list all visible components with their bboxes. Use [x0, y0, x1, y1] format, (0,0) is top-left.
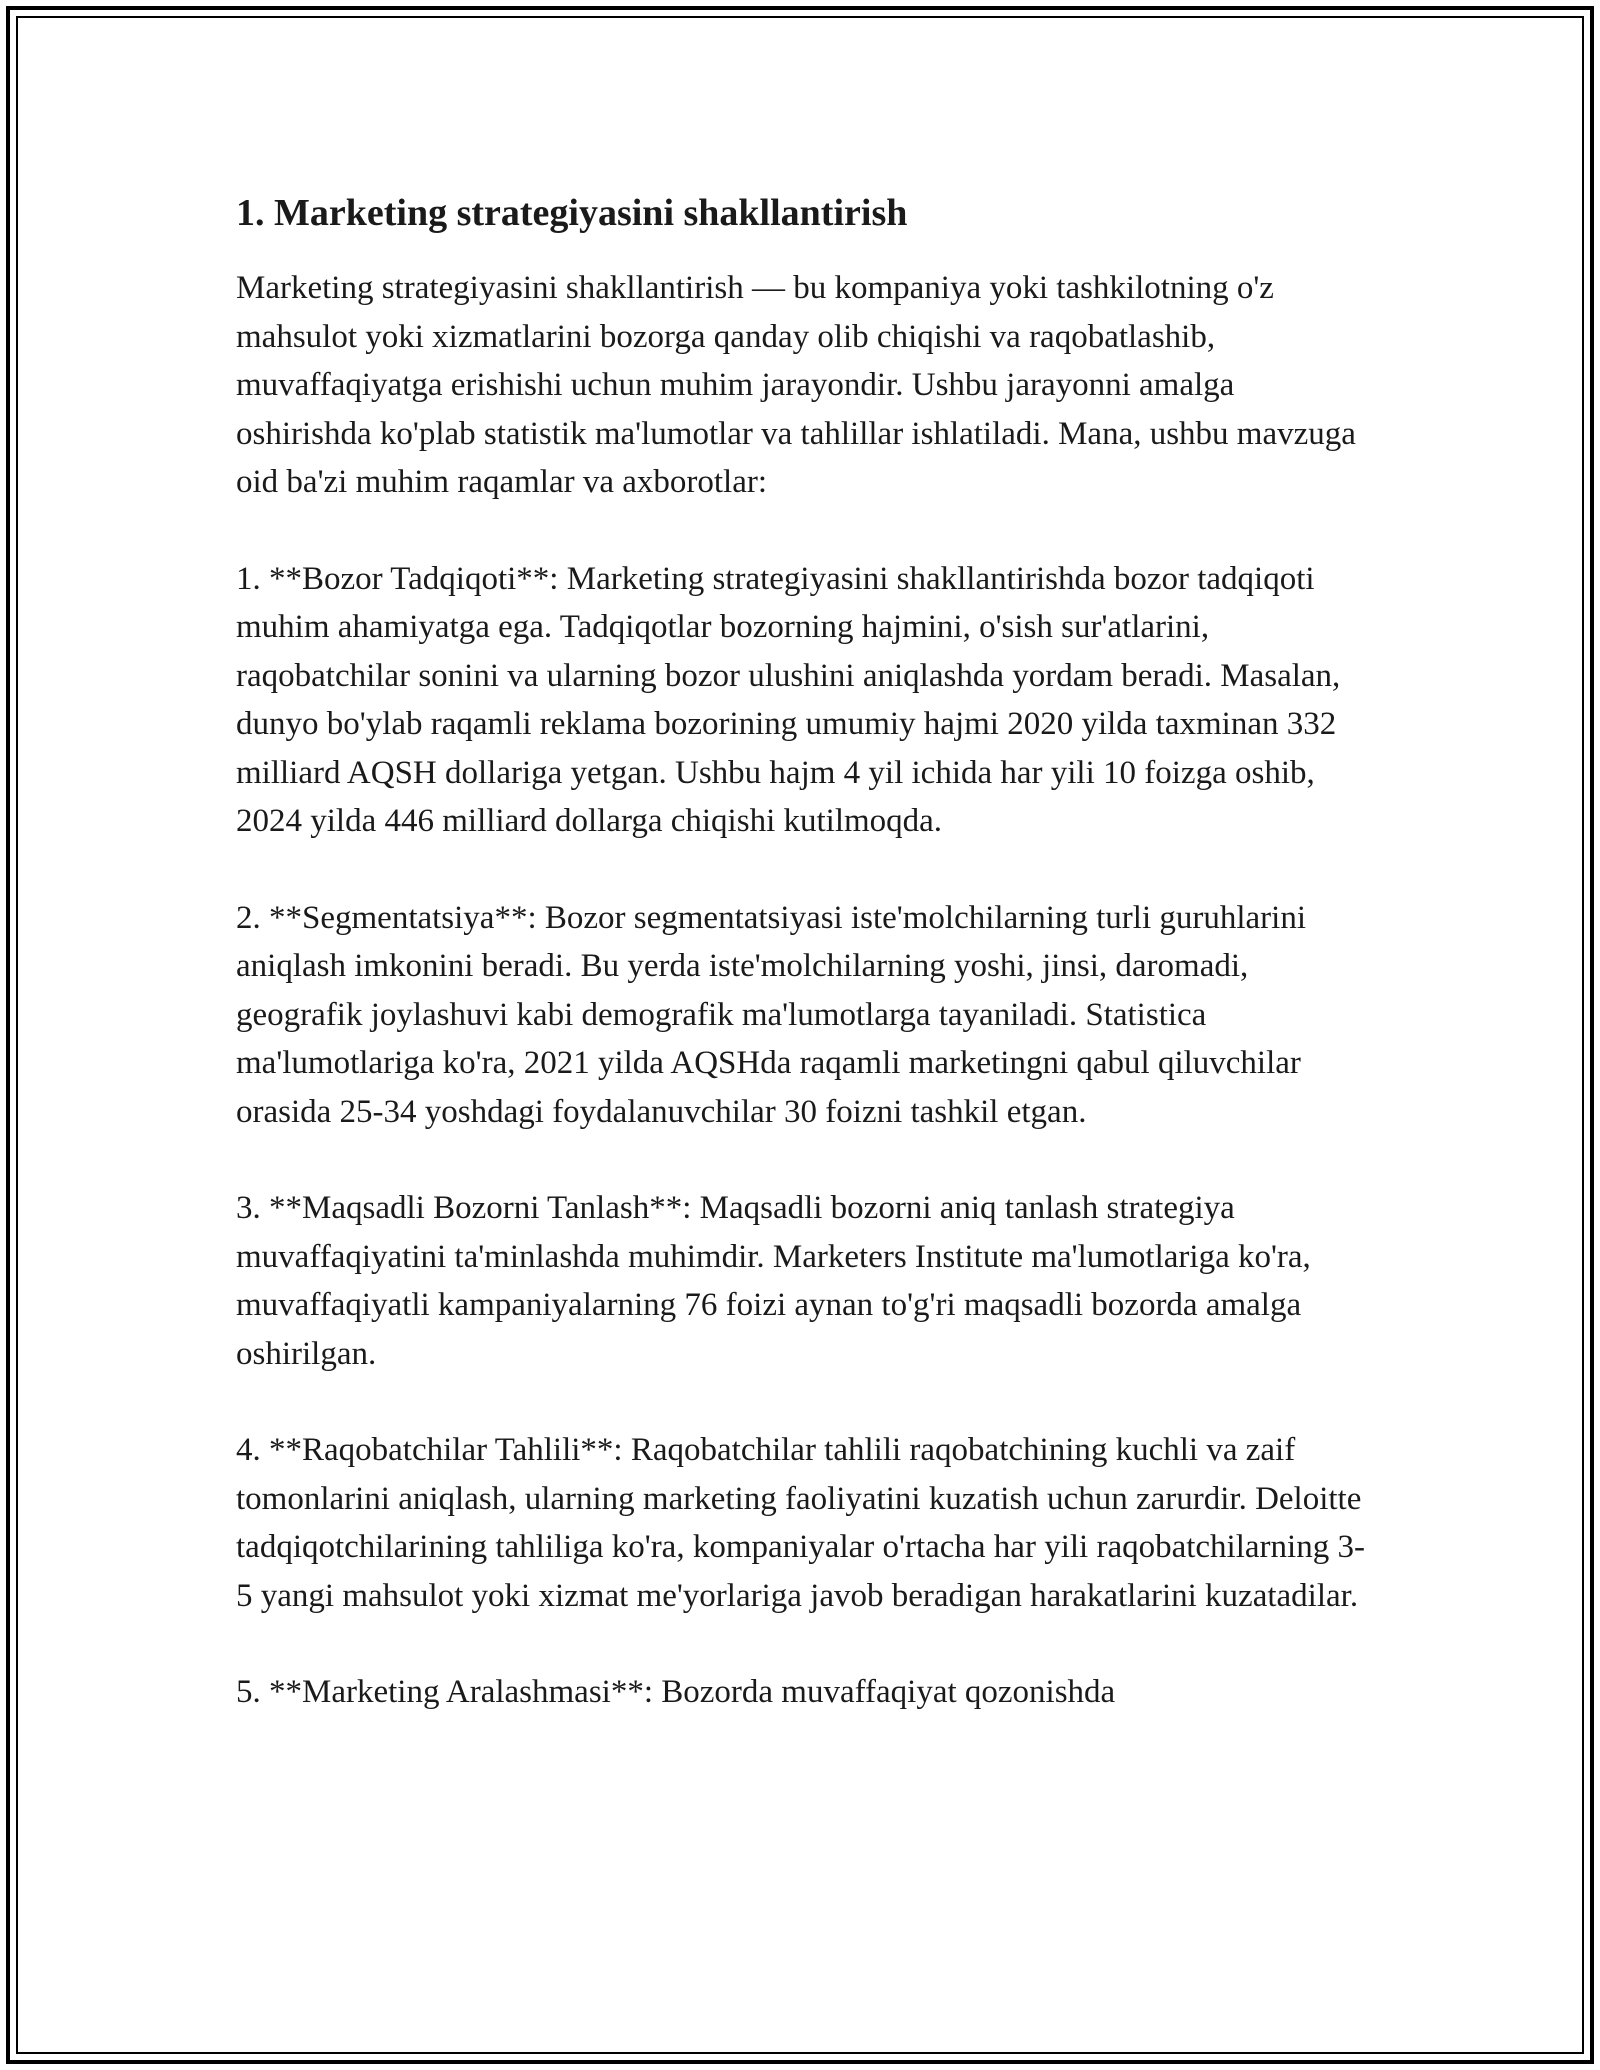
paragraph-raqobatchilar-tahlili: 4. **Raqobatchilar Tahlili**: Raqobatchilar tahlili raqobatchining kuchli va zaif tomonlarini aniqlash, ularning marketing faoliyatini kuzatish uchun zarurdir. Deloitte tadqiqotchilarining tahliliga ko'ra, kompaniyalar o'rtacha har yili raqobatchilarning 3-5 yangi mahsulot yoki xizmat me'yorlariga javob beradigan harakatlarini kuzatadilar. — [236, 1432, 1365, 1614]
document-title: 1. Marketing strategiyasini shakllantirish — [236, 192, 908, 234]
document-body — [236, 186, 1376, 1765]
paragraph-bozor-tadqiqoti: 1. **Bozor Tadqiqoti**: Marketing strategiyasini shakllantirishda bozor tadqiqoti muhim ahamiyatga ega. Tadqiqotlar bozorning hajmini, o'sish sur'atlarini, raqobatchilar sonini va ularning bozor ulushini aniqlashda yordam beradi. Masalan, dunyo bo'ylab raqamli reklama bozorining umumiy hajmi 2020 yilda taxminan 332 milliard AQSH dollariga yetgan. Ushbu hajm 4 yil ichida har yili 10 foizga oshib, 2024 yilda 446 milliard dollarga chiqishi kutilmoqda. — [236, 560, 1341, 839]
paragraph-maqsadli-bozor: 3. **Maqsadli Bozorni Tanlash**: Maqsadli bozorni aniq tanlash strategiya muvaffaqiyatini ta'minlashda muhimdir. Marketers Institute ma'lumotlariga ko'ra, muvaffaqiyatli kampaniyalarning 76 foizi aynan to'g'ri maqsadli bozorda amalga oshirilgan. — [236, 1190, 1311, 1372]
intro-paragraph: Marketing strategiyasini shakllantirish — bu kompaniya yoki tashkilotning o'z mahsulot yoki xizmatlarini bozorga qanday olib chiqishi va raqobatlashib, muvaffaqiyatga erishishi uchun muhim jarayondir. Ushbu jarayonni amalga oshirishda ko'plab statistik ma'lumotlar va tahlillar ishlatiladi. Mana, ushbu mavzuga oid ba'zi muhim raqamlar va axborotlar: — [236, 270, 1356, 500]
paragraph-segmentatsiya: 2. **Segmentatsiya**: Bozor segmentatsiyasi iste'molchilarning turli guruhlarini aniqlash imkonini beradi. Bu yerda iste'molchilarning yoshi, jinsi, daromadi, geografik joylashuvi kabi demografik ma'lumotlarga tayaniladi. Statistica ma'lumotlariga ko'ra, 2021 yilda AQSHda raqamli marketingni qabul qiluvchilar orasida 25-34 yoshdagi foydalanuvchilar 30 foizni tashkil etgan. — [236, 899, 1307, 1130]
paragraph-marketing-aralashmasi: 5. **Marketing Aralashmasi**: Bozorda muvaffaqiyat qozonishda — [236, 1674, 1116, 1710]
